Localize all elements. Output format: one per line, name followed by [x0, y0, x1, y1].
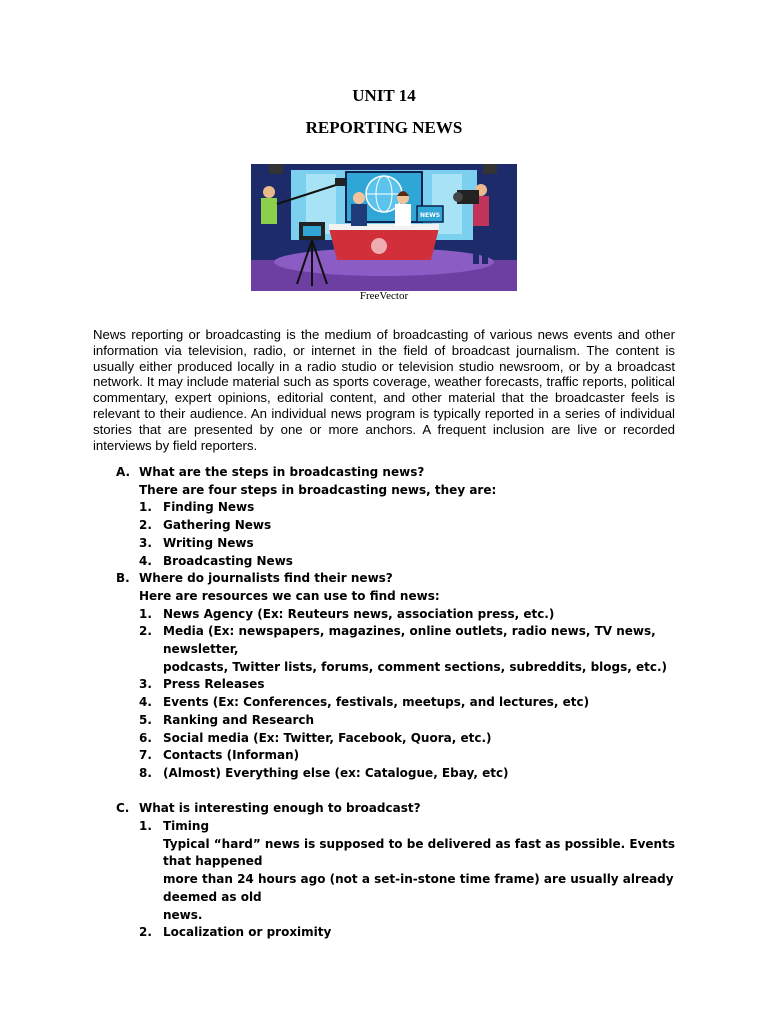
item-text: news.: [163, 907, 203, 922]
list-item: [93, 499, 693, 517]
item-number: 1.: [139, 606, 152, 621]
item-number: 5.: [139, 712, 152, 727]
item-number: 4.: [139, 553, 152, 568]
item-text: Typical “hard” news is supposed to be delivered as fast as possible. Events that happened: [163, 836, 675, 869]
item-text: Finding News: [163, 500, 255, 515]
item-text: Press Releases: [163, 677, 265, 692]
item-number: 8.: [139, 765, 152, 780]
item-number: 6.: [139, 730, 152, 745]
list-item-continuation: [93, 871, 693, 906]
item-text: News Agency (Ex: Reuteurs news, association press, etc.): [163, 606, 555, 621]
list-item: [93, 694, 693, 712]
item-text: Writing News: [163, 535, 254, 550]
unit-heading: UNIT 14: [352, 86, 416, 105]
item-text: more than 24 hours ago (not a set-in-stone time frame) are usually already deemed as old: [163, 872, 674, 904]
item-text: Media (Ex: newspapers, magazines, online outlets, radio news, TV news, newsletter,: [163, 624, 656, 657]
list-b: [93, 606, 693, 783]
item-text: Social media (Ex: Twitter, Facebook, Quora, etc.): [163, 730, 492, 745]
list-item: [93, 553, 693, 571]
list-c: [93, 818, 693, 942]
item-text: Contacts (Informan): [163, 748, 300, 763]
question-text: What are the steps in broadcasting news?: [139, 465, 425, 479]
item-number: 2.: [139, 925, 152, 940]
list-item-continuation: [93, 907, 693, 925]
list-item-continuation: [93, 836, 693, 871]
news-studio-illustration: [251, 164, 517, 291]
intro-paragraph: News reporting or broadcasting is the medium of broadcasting of various news events and other information via television, radio, or internet in the field of broadcast journalism. The content is usually either produced locally in a radio studio or television studio newsroom, or by a broadcast network. It may include material such as sports coverage, weather forecasts, traffic reports, political commentary, expert opinions, editorial content, and other material that the broadcaster feels is relevant to their audience. An individual news program is typically reported in a series of individual stories that are presented by one or more anchors. A frequent inclusion are live or recorded interviews by field reporters.: [93, 327, 675, 453]
figure-caption: FreeVector: [359, 290, 409, 302]
spacer: [93, 783, 693, 801]
list-item: [93, 712, 693, 730]
monitor-label: NEWS: [419, 212, 441, 219]
list-item: [93, 730, 693, 748]
qa-section: [93, 464, 693, 942]
item-number: 2.: [139, 518, 152, 533]
question-c: [93, 800, 693, 818]
item-text: Timing: [163, 819, 210, 834]
list-item: [93, 623, 693, 658]
item-number: 3.: [139, 535, 152, 550]
list-item: [93, 535, 693, 553]
question-letter: A.: [116, 465, 131, 479]
list-item: [93, 747, 693, 765]
list-item: [93, 765, 693, 783]
news-studio-image: [251, 164, 517, 291]
item-number: 3.: [139, 677, 152, 692]
question-letter: B.: [116, 571, 130, 586]
item-number: 2.: [139, 624, 152, 639]
list-item-continuation: [93, 659, 693, 677]
question-text: What is interesting enough to broadcast?: [139, 801, 421, 816]
item-text: podcasts, Twitter lists, forums, comment sections, subreddits, blogs, etc.): [163, 659, 668, 674]
item-text: (Almost) Everything else (ex: Catalogue, Ebay, etc): [163, 765, 509, 780]
item-number: 1.: [139, 819, 152, 834]
list-item: [93, 517, 693, 535]
item-text: Localization or proximity: [163, 925, 332, 940]
list-item: [93, 676, 693, 694]
question-letter: C.: [116, 801, 130, 816]
question-b: [93, 570, 693, 588]
item-text: Gathering News: [163, 518, 272, 533]
item-text: Ranking and Research: [163, 712, 315, 727]
list-item: [93, 818, 693, 836]
item-text: Events (Ex: Conferences, festivals, meetups, and lectures, etc): [163, 695, 590, 710]
list-a: [93, 499, 693, 570]
question-a: [93, 464, 693, 482]
answer-lead-b: Here are resources we can use to find news:: [139, 588, 440, 603]
item-text: Broadcasting News: [163, 553, 293, 568]
item-number: 7.: [139, 748, 152, 763]
item-number: 1.: [139, 500, 152, 515]
list-item: [93, 606, 693, 624]
item-number: 4.: [139, 695, 152, 710]
question-text: Where do journalists find their news?: [139, 571, 393, 586]
list-item: [93, 924, 693, 942]
page-title: REPORTING NEWS: [305, 118, 463, 137]
answer-lead-a: There are four steps in broadcasting news, they are:: [139, 482, 497, 497]
